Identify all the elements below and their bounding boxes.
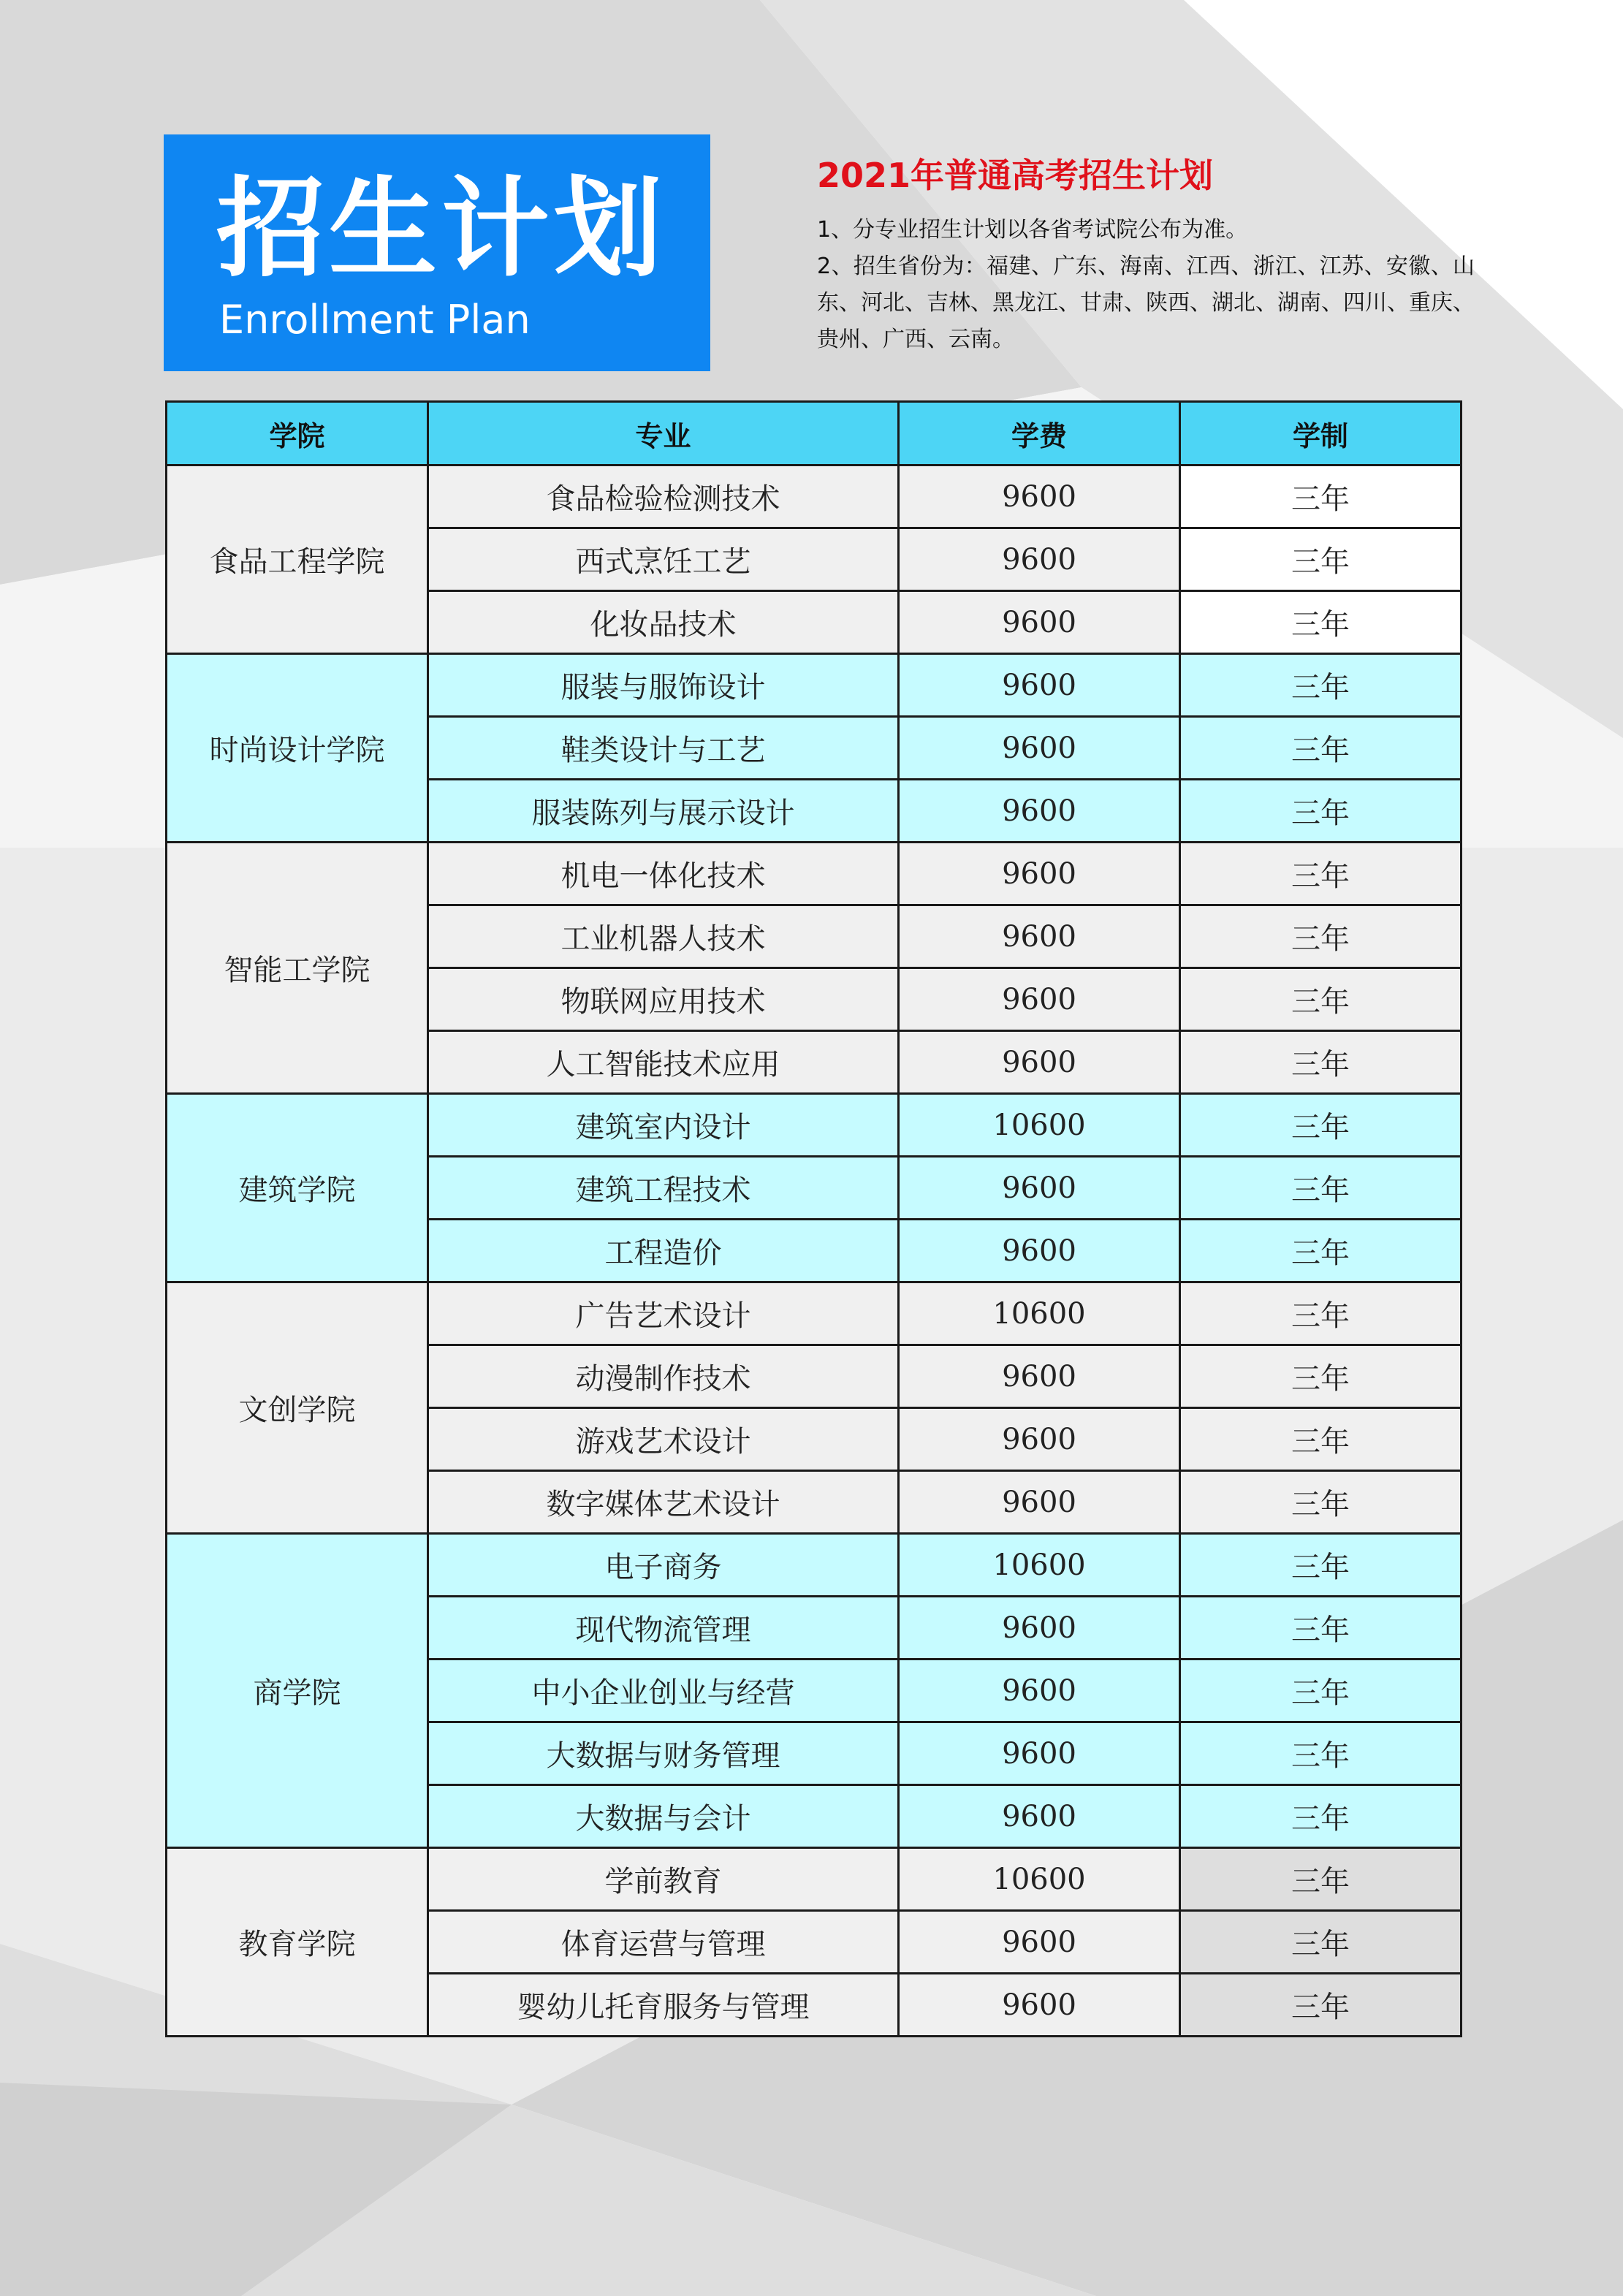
fee-cell: 9600 bbox=[899, 1220, 1180, 1282]
fee-cell: 9600 bbox=[899, 654, 1180, 717]
major-cell: 化妆品技术 bbox=[428, 591, 899, 654]
major-cell: 广告艺术设计 bbox=[428, 1282, 899, 1345]
major-cell: 西式烹饪工艺 bbox=[428, 528, 899, 591]
table-header-row bbox=[167, 402, 1462, 465]
duration-cell: 三年 bbox=[1180, 780, 1462, 843]
note-line-2: 2、招生省份为：福建、广东、海南、江西、浙江、江苏、安徽、山东、河北、吉林、黑龙江、甘肃、陕西、湖北、湖南、四川、重庆、贵州、广西、云南。 bbox=[817, 254, 1475, 352]
duration-cell: 三年 bbox=[1180, 905, 1462, 968]
table-row bbox=[167, 1282, 1462, 1345]
duration-cell: 三年 bbox=[1180, 1722, 1462, 1785]
header-major: 专业 bbox=[428, 402, 899, 465]
duration-cell: 三年 bbox=[1180, 1157, 1462, 1220]
major-cell: 电子商务 bbox=[428, 1534, 899, 1597]
major-cell: 游戏艺术设计 bbox=[428, 1408, 899, 1471]
notes-block bbox=[817, 149, 1475, 358]
fee-cell: 9600 bbox=[899, 1471, 1180, 1534]
table-row bbox=[167, 1094, 1462, 1157]
duration-cell: 三年 bbox=[1180, 654, 1462, 717]
table-row bbox=[167, 843, 1462, 905]
major-cell: 大数据与财务管理 bbox=[428, 1722, 899, 1785]
college-cell: 食品工程学院 bbox=[167, 465, 428, 654]
duration-cell: 三年 bbox=[1180, 528, 1462, 591]
fee-cell: 9600 bbox=[899, 843, 1180, 905]
fee-cell: 9600 bbox=[899, 1345, 1180, 1408]
fee-cell: 9600 bbox=[899, 1911, 1180, 1974]
major-cell: 物联网应用技术 bbox=[428, 968, 899, 1031]
major-cell: 学前教育 bbox=[428, 1848, 899, 1911]
fee-cell: 9600 bbox=[899, 465, 1180, 528]
major-cell: 建筑工程技术 bbox=[428, 1157, 899, 1220]
fee-cell: 10600 bbox=[899, 1848, 1180, 1911]
duration-cell: 三年 bbox=[1180, 968, 1462, 1031]
duration-cell: 三年 bbox=[1180, 1282, 1462, 1345]
table-row bbox=[167, 654, 1462, 717]
table-row bbox=[167, 1848, 1462, 1911]
duration-cell: 三年 bbox=[1180, 1345, 1462, 1408]
table-row bbox=[167, 465, 1462, 528]
major-cell: 现代物流管理 bbox=[428, 1597, 899, 1660]
page-subtitle: Enrollment Plan bbox=[219, 297, 531, 343]
fee-cell: 9600 bbox=[899, 1157, 1180, 1220]
major-cell: 服装陈列与展示设计 bbox=[428, 780, 899, 843]
fee-cell: 9600 bbox=[899, 591, 1180, 654]
college-cell: 教育学院 bbox=[167, 1848, 428, 2037]
fee-cell: 9600 bbox=[899, 1785, 1180, 1848]
fee-cell: 9600 bbox=[899, 1974, 1180, 2037]
duration-cell: 三年 bbox=[1180, 591, 1462, 654]
duration-cell: 三年 bbox=[1180, 1597, 1462, 1660]
major-cell: 大数据与会计 bbox=[428, 1785, 899, 1848]
major-cell: 工程造价 bbox=[428, 1220, 899, 1282]
major-cell: 人工智能技术应用 bbox=[428, 1031, 899, 1094]
fee-cell: 10600 bbox=[899, 1534, 1180, 1597]
duration-cell: 三年 bbox=[1180, 1031, 1462, 1094]
college-cell: 商学院 bbox=[167, 1534, 428, 1848]
table-row bbox=[167, 1534, 1462, 1597]
major-cell: 数字媒体艺术设计 bbox=[428, 1471, 899, 1534]
header-fee: 学费 bbox=[899, 402, 1180, 465]
duration-cell: 三年 bbox=[1180, 843, 1462, 905]
fee-cell: 9600 bbox=[899, 1408, 1180, 1471]
note-line-1: 1、分专业招生计划以各省考试院公布为准。 bbox=[817, 217, 1248, 243]
fee-cell: 10600 bbox=[899, 1282, 1180, 1345]
fee-cell: 9600 bbox=[899, 1031, 1180, 1094]
major-cell: 建筑室内设计 bbox=[428, 1094, 899, 1157]
enrollment-table bbox=[165, 400, 1462, 2037]
fee-cell: 9600 bbox=[899, 528, 1180, 591]
major-cell: 体育运营与管理 bbox=[428, 1911, 899, 1974]
duration-cell: 三年 bbox=[1180, 1660, 1462, 1722]
college-cell: 智能工学院 bbox=[167, 843, 428, 1094]
duration-cell: 三年 bbox=[1180, 1534, 1462, 1597]
college-cell: 时尚设计学院 bbox=[167, 654, 428, 843]
duration-cell: 三年 bbox=[1180, 717, 1462, 780]
enrollment-table-container bbox=[165, 400, 1460, 2037]
notes-heading: 2021年普通高考招生计划 bbox=[817, 156, 1214, 195]
duration-cell: 三年 bbox=[1180, 1408, 1462, 1471]
header-duration: 学制 bbox=[1180, 402, 1462, 465]
duration-cell: 三年 bbox=[1180, 1094, 1462, 1157]
fee-cell: 10600 bbox=[899, 1094, 1180, 1157]
college-cell: 文创学院 bbox=[167, 1282, 428, 1534]
duration-cell: 三年 bbox=[1180, 1785, 1462, 1848]
fee-cell: 9600 bbox=[899, 717, 1180, 780]
fee-cell: 9600 bbox=[899, 1597, 1180, 1660]
duration-cell: 三年 bbox=[1180, 1220, 1462, 1282]
major-cell: 鞋类设计与工艺 bbox=[428, 717, 899, 780]
major-cell: 服装与服饰设计 bbox=[428, 654, 899, 717]
title-banner bbox=[164, 134, 710, 371]
page-title: 招生计划 bbox=[216, 166, 666, 292]
fee-cell: 9600 bbox=[899, 780, 1180, 843]
major-cell: 中小企业创业与经营 bbox=[428, 1660, 899, 1722]
table-body bbox=[167, 465, 1462, 2037]
duration-cell: 三年 bbox=[1180, 1974, 1462, 2037]
duration-cell: 三年 bbox=[1180, 1471, 1462, 1534]
major-cell: 食品检验检测技术 bbox=[428, 465, 899, 528]
duration-cell: 三年 bbox=[1180, 1848, 1462, 1911]
fee-cell: 9600 bbox=[899, 968, 1180, 1031]
fee-cell: 9600 bbox=[899, 1660, 1180, 1722]
fee-cell: 9600 bbox=[899, 905, 1180, 968]
fee-cell: 9600 bbox=[899, 1722, 1180, 1785]
college-cell: 建筑学院 bbox=[167, 1094, 428, 1282]
major-cell: 动漫制作技术 bbox=[428, 1345, 899, 1408]
duration-cell: 三年 bbox=[1180, 465, 1462, 528]
major-cell: 婴幼儿托育服务与管理 bbox=[428, 1974, 899, 2037]
major-cell: 机电一体化技术 bbox=[428, 843, 899, 905]
duration-cell: 三年 bbox=[1180, 1911, 1462, 1974]
header-college: 学院 bbox=[167, 402, 428, 465]
major-cell: 工业机器人技术 bbox=[428, 905, 899, 968]
